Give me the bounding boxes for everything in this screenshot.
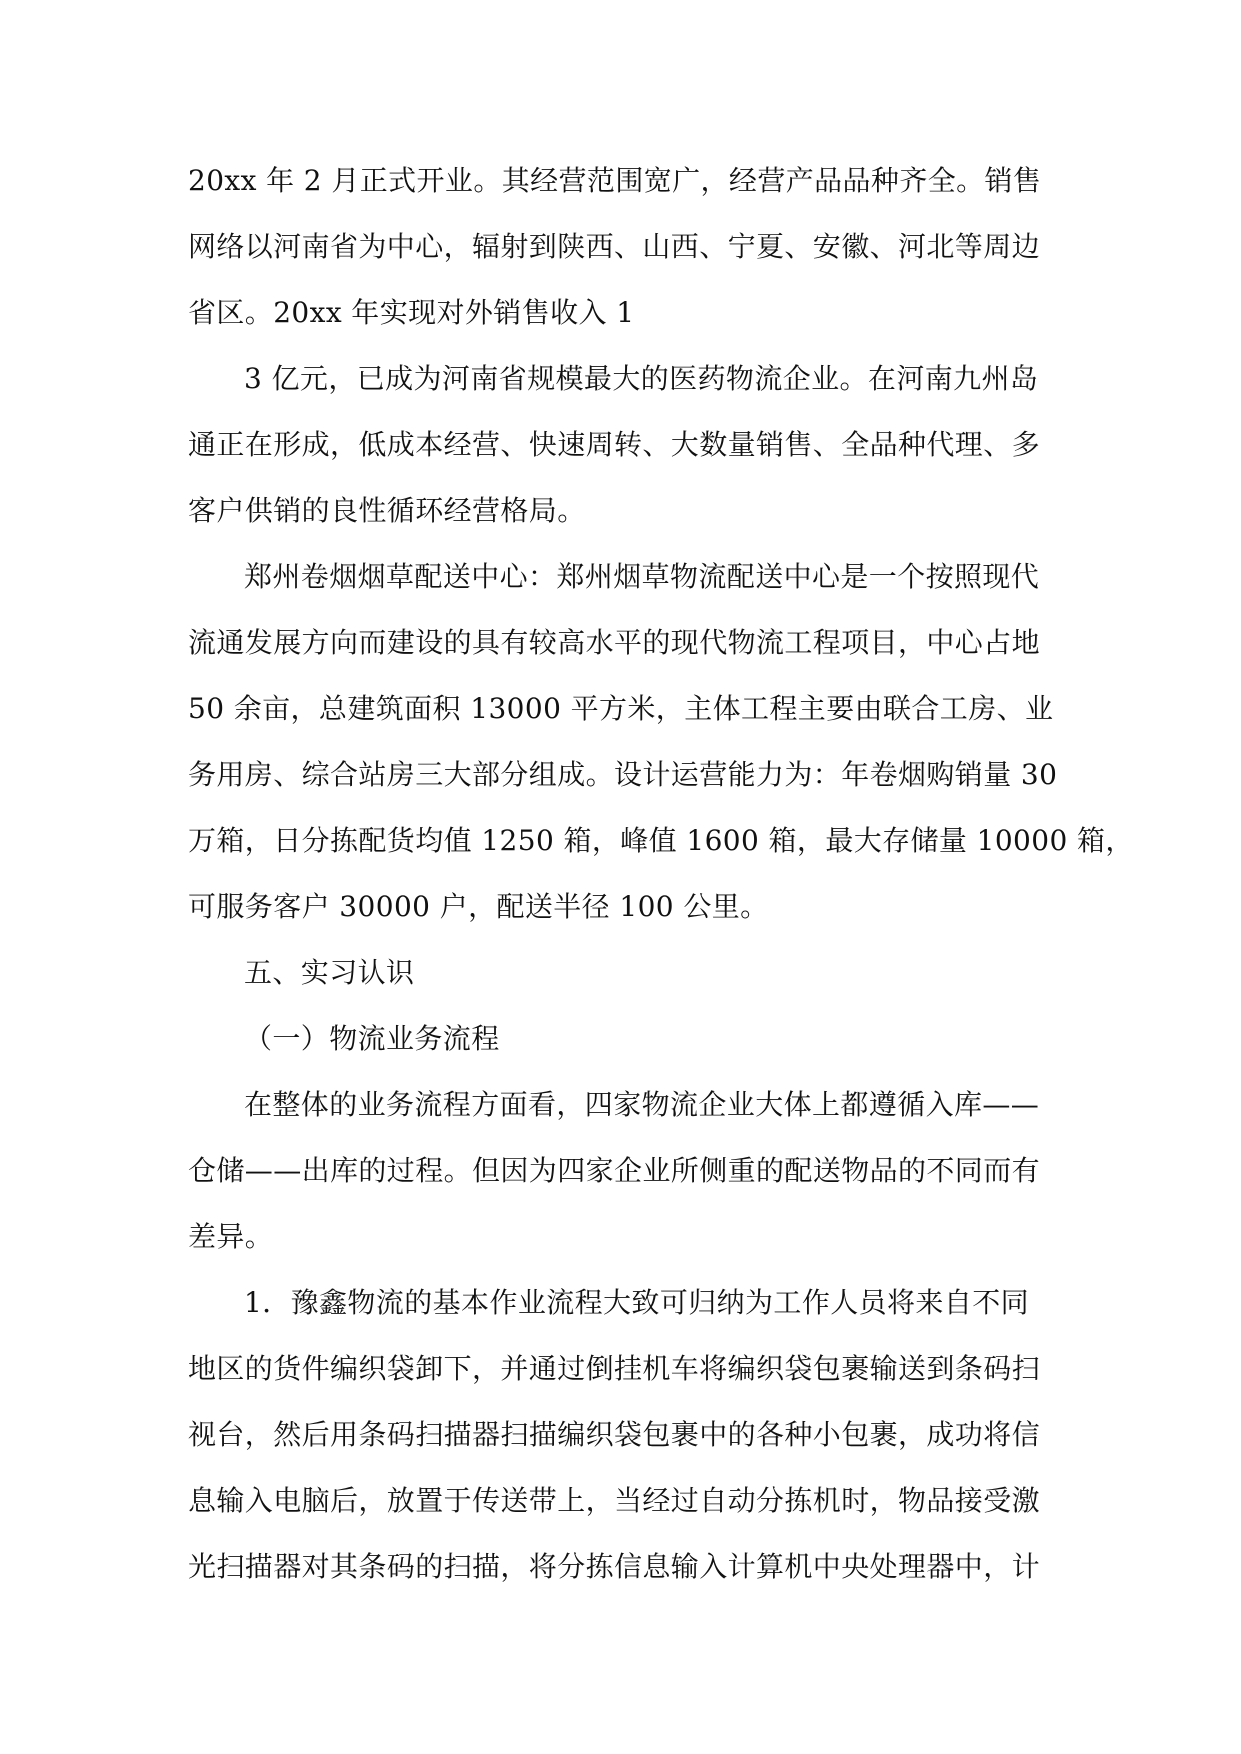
text-line: 差异。 <box>188 1220 274 1253</box>
text-line: 流通发展方向而建设的具有较高水平的现代物流工程项目，中心占地 <box>188 626 1041 659</box>
text-line: 省区。20xx 年实现对外销售收入 1 <box>188 296 635 329</box>
text-line: 20xx 年 2 月正式开业。其经营范围宽广，经营产品品种齐全。销售 <box>188 164 1042 197</box>
paragraph-first-line: 3 亿元，已成为河南省规模最大的医药物流企业。在河南九州岛 <box>244 362 1039 395</box>
paragraph-first-line: 在整体的业务流程方面看，四家物流企业大体上都遵循入库—— <box>244 1088 1040 1121</box>
text-line: 仓储——出库的过程。但因为四家企业所侧重的配送物品的不同而有 <box>188 1154 1041 1187</box>
text-line: 客户供销的良性循环经营格局。 <box>188 494 586 527</box>
document-body <box>188 148 1134 1600</box>
text-line: 地区的货件编织袋卸下，并通过倒挂机车将编织袋包裹输送到条码扫 <box>188 1352 1041 1385</box>
text-line: 通正在形成，低成本经营、快速周转、大数量销售、全品种代理、多 <box>188 428 1041 461</box>
text-line: 视台，然后用条码扫描器扫描编织袋包裹中的各种小包裹，成功将信 <box>188 1418 1041 1451</box>
section-heading: 五、实习认识 <box>244 956 415 989</box>
paragraph-first-line: 郑州卷烟烟草配送中心：郑州烟草物流配送中心是一个按照现代 <box>244 560 1040 593</box>
paragraph-first-line: 1．豫鑫物流的基本作业流程大致可归纳为工作人员将来自不同 <box>244 1286 1030 1319</box>
text-line: 息输入电脑后，放置于传送带上，当经过自动分拣机时，物品接受激 <box>188 1484 1041 1517</box>
text-line: 网络以河南省为中心，辐射到陕西、山西、宁夏、安徽、河北等周边 <box>188 230 1041 263</box>
text-line: 可服务客户 30000 户，配送半径 100 公里。 <box>188 890 769 923</box>
text-line: 务用房、综合站房三大部分组成。设计运营能力为：年卷烟购销量 30 <box>188 758 1058 791</box>
text-line: 50 余亩，总建筑面积 13000 平方米，主体工程主要由联合工房、业 <box>188 692 1054 725</box>
subsection-heading: （一）物流业务流程 <box>244 1022 500 1055</box>
text-line: 万箱，日分拣配货均值 1250 箱，峰值 1600 箱，最大存储量 10000 箱， <box>188 824 1134 857</box>
text-line: 光扫描器对其条码的扫描，将分拣信息输入计算机中央处理器中，计 <box>188 1550 1041 1583</box>
